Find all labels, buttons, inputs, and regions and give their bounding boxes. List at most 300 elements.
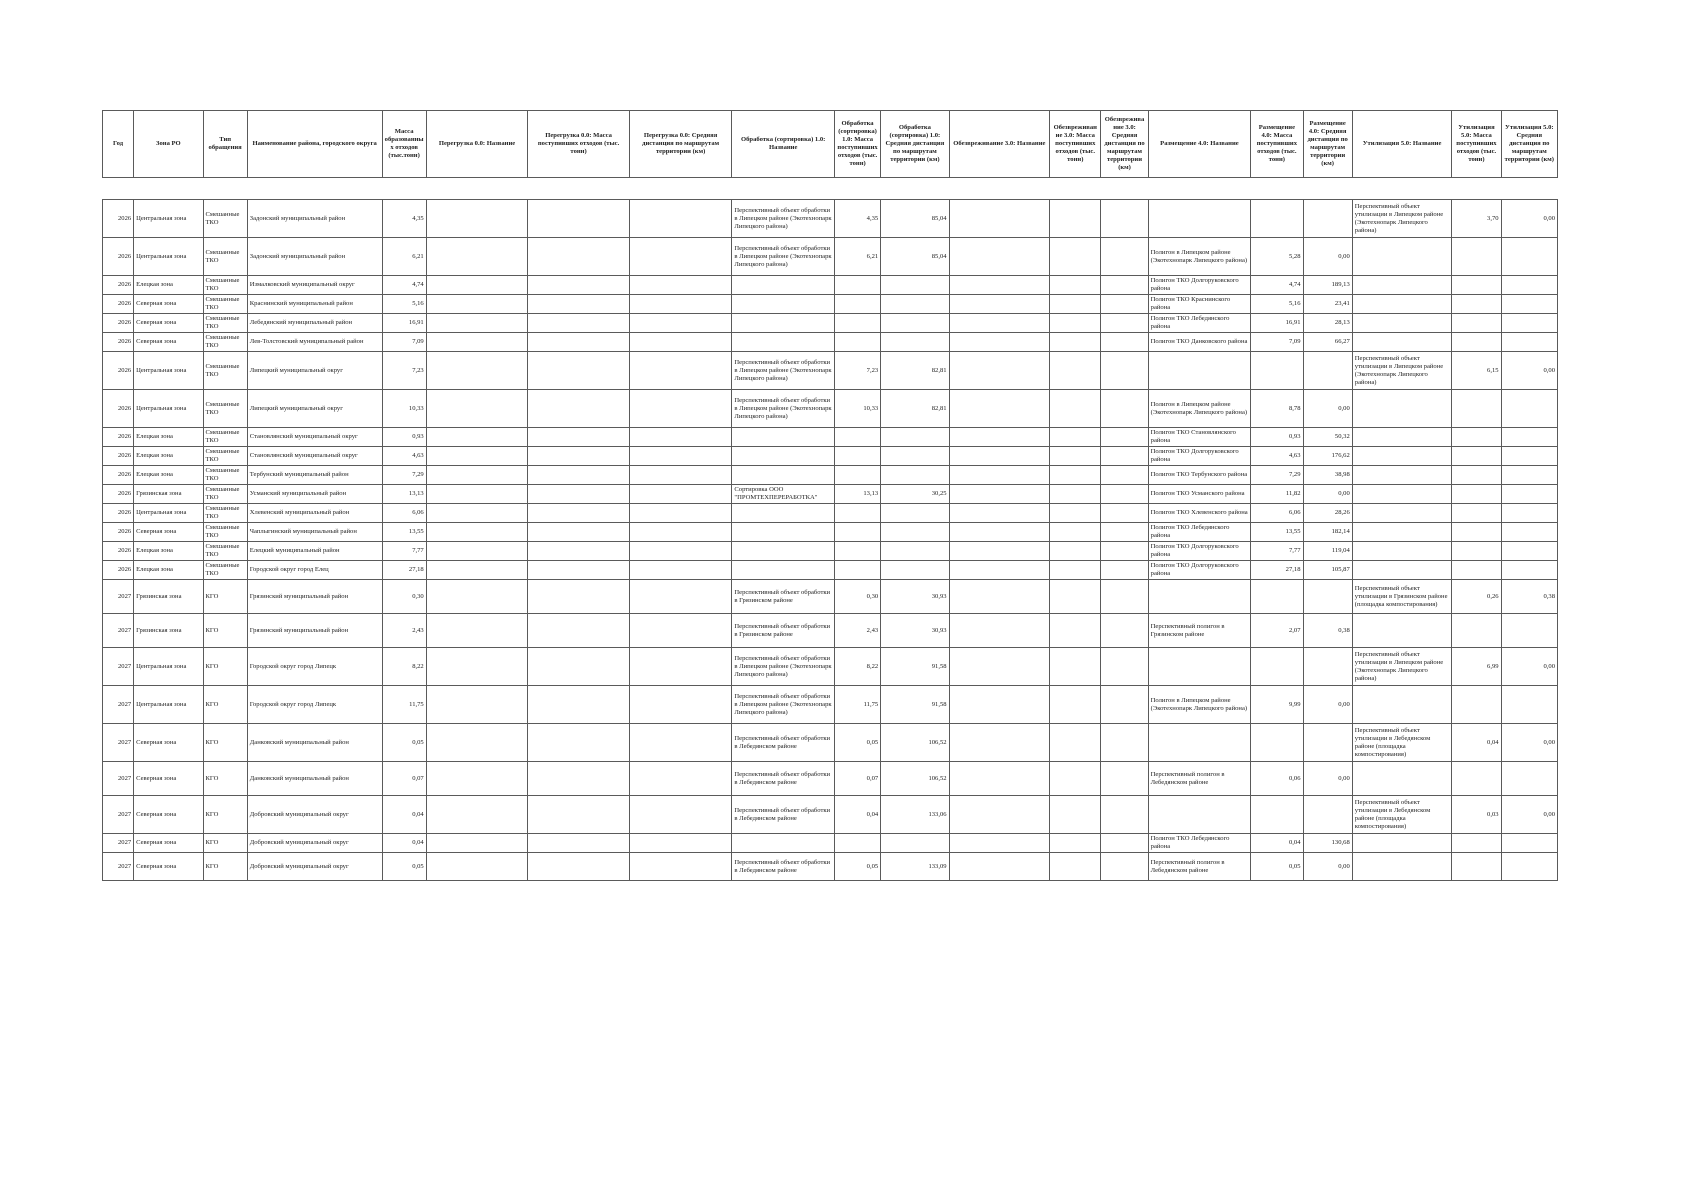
table-cell (1101, 390, 1148, 428)
table-cell: 2,07 (1251, 614, 1303, 648)
table-cell: 0,00 (1303, 390, 1352, 428)
column-header: Утилизация 5.0: Масса поступивших отходов (тыс. тонн) (1452, 111, 1501, 178)
table-cell: 0,38 (1303, 614, 1352, 648)
table-cell (1501, 238, 1557, 276)
table-cell (426, 276, 528, 295)
column-header: Перегрузка 0.0: Название (426, 111, 528, 178)
table-cell: 0,04 (382, 834, 426, 853)
table-cell (1352, 834, 1452, 853)
table-cell: 7,77 (1251, 542, 1303, 561)
table-cell: Перспективный объект утилизации в Грязинском районе (площадка компостирования) (1352, 580, 1452, 614)
table-cell: Перспективный объект утилизации в Липецком районе (Экотехнопарк Липецкого района) (1352, 648, 1452, 686)
table-cell (629, 466, 732, 485)
table-cell (881, 542, 949, 561)
table-cell (528, 295, 630, 314)
table-cell (1352, 447, 1452, 466)
table-cell: 0,93 (1251, 428, 1303, 447)
table-cell (528, 834, 630, 853)
table-cell: 13,55 (1251, 523, 1303, 542)
table-row (103, 580, 1558, 614)
table-cell (1101, 561, 1148, 580)
table-cell: Полигон ТКО Лебедянского района (1148, 523, 1251, 542)
table-cell (528, 428, 630, 447)
table-cell: Полигон ТКО Становлянского района (1148, 428, 1251, 447)
table-cell (1101, 200, 1148, 238)
table-cell: 28,26 (1303, 504, 1352, 523)
table-cell: Перспективный объект обработки в Липецком районе (Экотехнопарк Липецкого района) (732, 686, 835, 724)
table-cell: 3,70 (1452, 200, 1501, 238)
table-cell (1101, 580, 1148, 614)
table-cell (1352, 295, 1452, 314)
table-cell: 13,13 (834, 485, 880, 504)
table-cell: 0,05 (382, 853, 426, 881)
table-cell (528, 523, 630, 542)
table-cell: Перспективный объект обработки в Лебедянском районе (732, 762, 835, 796)
table-cell: Полигон ТКО Долгоруковского района (1148, 276, 1251, 295)
table-cell: 0,06 (1251, 762, 1303, 796)
table-cell (426, 428, 528, 447)
table-cell: 7,23 (382, 352, 426, 390)
table-cell (732, 504, 835, 523)
table-cell (1501, 853, 1557, 881)
table-cell: Хлевенский муниципальный район (247, 504, 382, 523)
table-cell (426, 523, 528, 542)
table-cell: Елецкая зона (134, 447, 203, 466)
table-cell (881, 314, 949, 333)
table-cell: Центральная зона (134, 390, 203, 428)
table-cell (1452, 542, 1501, 561)
table-cell: Добровский муниципальный округ (247, 853, 382, 881)
table-cell: 2026 (103, 523, 134, 542)
table-cell: Лев-Толстовский муниципальный район (247, 333, 382, 352)
table-row (103, 276, 1558, 295)
table-cell: Перспективный объект обработки в Грязинском районе (732, 580, 835, 614)
table-cell (1251, 796, 1303, 834)
table-cell: 0,04 (1452, 724, 1501, 762)
table-cell (629, 447, 732, 466)
table-cell: 189,13 (1303, 276, 1352, 295)
table-row (103, 614, 1558, 648)
table-cell (1501, 762, 1557, 796)
column-header: Утилизация 5.0: Название (1352, 111, 1452, 178)
table-row (103, 314, 1558, 333)
table-cell: 4,35 (382, 200, 426, 238)
table-cell (1050, 390, 1101, 428)
table-cell: 2026 (103, 504, 134, 523)
table-cell (949, 352, 1050, 390)
table-cell (528, 542, 630, 561)
table-cell: Добровский муниципальный округ (247, 796, 382, 834)
table-cell: Центральная зона (134, 238, 203, 276)
table-cell (1050, 447, 1101, 466)
column-header: Утилизация 5.0: Средняя дистанция по маршрутам территории (км) (1501, 111, 1557, 178)
table-cell: Елецкая зона (134, 466, 203, 485)
table-cell: Перспективный объект обработки в Лебедянском районе (732, 796, 835, 834)
table-cell: Смешанные ТКО (203, 447, 247, 466)
table-row (103, 542, 1558, 561)
table-cell: 30,93 (881, 580, 949, 614)
table-cell (426, 333, 528, 352)
table-cell: 2027 (103, 648, 134, 686)
column-header: Обработка (сортировка) 1.0: Масса поступивших отходов (тыс. тонн) (834, 111, 880, 178)
table-cell: 66,27 (1303, 333, 1352, 352)
table-cell: Грязинская зона (134, 580, 203, 614)
table-cell: 0,38 (1501, 580, 1557, 614)
table-cell: 50,32 (1303, 428, 1352, 447)
table-cell (629, 834, 732, 853)
table-cell (1101, 466, 1148, 485)
table-cell (1101, 447, 1148, 466)
table-cell: Перспективный объект обработки в Липецком районе (Экотехнопарк Липецкого района) (732, 352, 835, 390)
table-cell (1101, 238, 1148, 276)
table-cell (949, 504, 1050, 523)
table-cell: 6,06 (382, 504, 426, 523)
column-header: Наименование района, городского округа (247, 111, 382, 178)
table-cell (528, 504, 630, 523)
table-cell (732, 314, 835, 333)
table-cell (426, 485, 528, 504)
table-cell (629, 580, 732, 614)
table-cell: 2027 (103, 724, 134, 762)
table-cell (1148, 648, 1251, 686)
table-cell: Северная зона (134, 853, 203, 881)
table-cell: 5,16 (1251, 295, 1303, 314)
table-cell (1050, 523, 1101, 542)
table-cell (732, 523, 835, 542)
table-cell (1251, 724, 1303, 762)
table-cell (426, 686, 528, 724)
table-cell: 130,68 (1303, 834, 1352, 853)
table-cell (834, 523, 880, 542)
table-cell: Тербунский муниципальный район (247, 466, 382, 485)
table-cell: 0,04 (382, 796, 426, 834)
table-cell (1501, 686, 1557, 724)
table-cell (426, 724, 528, 762)
table-cell (1101, 796, 1148, 834)
table-cell (1452, 834, 1501, 853)
table-cell: 6,06 (1251, 504, 1303, 523)
table-cell: КГО (203, 762, 247, 796)
table-cell (1352, 614, 1452, 648)
table-cell (629, 523, 732, 542)
table-cell: 0,05 (834, 724, 880, 762)
table-cell (1251, 352, 1303, 390)
table-cell (881, 447, 949, 466)
table-cell: Перспективный объект утилизации в Лебедянском районе (площадка компостирования) (1352, 796, 1452, 834)
table-cell: Перспективный объект утилизации в Липецком районе (Экотехнопарк Липецкого района) (1352, 352, 1452, 390)
table-cell (732, 428, 835, 447)
table-cell (949, 314, 1050, 333)
table-cell (528, 485, 630, 504)
table-row (103, 762, 1558, 796)
table-cell (629, 762, 732, 796)
table-cell: 2026 (103, 485, 134, 504)
table-cell (426, 648, 528, 686)
table-cell (1452, 447, 1501, 466)
table-cell (1303, 724, 1352, 762)
table-cell (732, 834, 835, 853)
table-cell: 16,91 (1251, 314, 1303, 333)
table-cell: Северная зона (134, 834, 203, 853)
table-cell: 0,05 (1251, 853, 1303, 881)
table-cell: Северная зона (134, 762, 203, 796)
table-cell (426, 447, 528, 466)
table-cell: 2027 (103, 762, 134, 796)
table-cell: 7,09 (382, 333, 426, 352)
table-cell: КГО (203, 724, 247, 762)
table-cell (426, 853, 528, 881)
column-header: Обработка (сортировка) 1.0: Средняя дистанция по маршрутам территории (км) (881, 111, 949, 178)
table-cell (834, 504, 880, 523)
table-cell (1101, 762, 1148, 796)
table-cell (1101, 352, 1148, 390)
table-cell (1050, 580, 1101, 614)
table-row (103, 390, 1558, 428)
table-cell (1501, 466, 1557, 485)
table-cell: 30,93 (881, 614, 949, 648)
table-cell (1101, 614, 1148, 648)
table-cell (732, 561, 835, 580)
table-row (103, 485, 1558, 504)
table-row (103, 428, 1558, 447)
table-cell (426, 504, 528, 523)
table-cell (629, 485, 732, 504)
table-cell (1050, 504, 1101, 523)
table-cell (834, 428, 880, 447)
table-cell (1352, 314, 1452, 333)
table-cell: Центральная зона (134, 200, 203, 238)
table-cell (1452, 238, 1501, 276)
table-cell (949, 485, 1050, 504)
table-cell: Центральная зона (134, 648, 203, 686)
table-cell (1452, 561, 1501, 580)
table-cell (1352, 853, 1452, 881)
table-cell: 2026 (103, 561, 134, 580)
table-cell (629, 686, 732, 724)
table-cell: 2026 (103, 466, 134, 485)
table-cell: Смешанные ТКО (203, 295, 247, 314)
table-cell (1501, 542, 1557, 561)
table-cell: Полигон ТКО Краснинского района (1148, 295, 1251, 314)
table-cell: Полигон ТКО Долгоруковского района (1148, 561, 1251, 580)
table-cell: Полигон в Липецком районе (Экотехнопарк Липецкого района) (1148, 686, 1251, 724)
table-cell (426, 390, 528, 428)
table-cell: 0,00 (1303, 686, 1352, 724)
table-cell (426, 542, 528, 561)
table-cell (528, 333, 630, 352)
table-cell (1148, 200, 1251, 238)
table-cell: 0,00 (1501, 648, 1557, 686)
table-cell (1352, 762, 1452, 796)
table-cell: Северная зона (134, 724, 203, 762)
table-cell: Перспективный объект утилизации в Липецком районе (Экотехнопарк Липецкого района) (1352, 200, 1452, 238)
table-cell (1101, 523, 1148, 542)
table-cell (1452, 504, 1501, 523)
table-cell (1303, 200, 1352, 238)
table-cell: Полигон ТКО Долгоруковского района (1148, 542, 1251, 561)
table-cell: 7,23 (834, 352, 880, 390)
table-cell (629, 238, 732, 276)
table-cell (1101, 485, 1148, 504)
table-cell (834, 834, 880, 853)
table-cell: Полигон ТКО Хлевенского района (1148, 504, 1251, 523)
table-cell (834, 466, 880, 485)
table-cell: Задонский муниципальный район (247, 238, 382, 276)
table-cell: 2026 (103, 352, 134, 390)
table-cell: Перспективный полигон в Грязинском районе (1148, 614, 1251, 648)
table-cell: Добровский муниципальный округ (247, 834, 382, 853)
table-cell (1050, 561, 1101, 580)
table-cell: Смешанные ТКО (203, 504, 247, 523)
table-cell: Лебедянский муниципальный район (247, 314, 382, 333)
table-cell (1352, 238, 1452, 276)
table-cell: Полигон ТКО Лебедянского района (1148, 314, 1251, 333)
table-cell (426, 580, 528, 614)
table-cell: 106,52 (881, 762, 949, 796)
table-cell: 27,18 (1251, 561, 1303, 580)
table-cell: Становлянский муниципальный округ (247, 447, 382, 466)
table-cell: Смешанные ТКО (203, 485, 247, 504)
table-cell (426, 762, 528, 796)
table-cell: 0,93 (382, 428, 426, 447)
table-cell (1303, 352, 1352, 390)
table-cell (1050, 542, 1101, 561)
table-cell: 2027 (103, 614, 134, 648)
table-cell (1101, 428, 1148, 447)
table-cell (1501, 428, 1557, 447)
table-cell: Перспективный объект обработки в Липецком районе (Экотехнопарк Липецкого района) (732, 200, 835, 238)
table-cell (949, 295, 1050, 314)
table-cell (426, 614, 528, 648)
table-cell (1101, 648, 1148, 686)
table-cell (629, 796, 732, 834)
table-cell (1050, 200, 1101, 238)
table-cell: Смешанные ТКО (203, 523, 247, 542)
table-cell: Северная зона (134, 295, 203, 314)
table-cell (1148, 580, 1251, 614)
table-cell (949, 390, 1050, 428)
table-cell: Полигон в Липецком районе (Экотехнопарк Липецкого района) (1148, 238, 1251, 276)
table-cell (1501, 333, 1557, 352)
table-cell: 0,30 (834, 580, 880, 614)
column-header: Размещение 4.0: Название (1148, 111, 1251, 178)
column-header: Масса образованных отходов (тыс.тонн) (382, 111, 426, 178)
table-cell: 2,43 (382, 614, 426, 648)
table-cell: 6,15 (1452, 352, 1501, 390)
table-cell (1303, 796, 1352, 834)
table-cell (1050, 352, 1101, 390)
table-cell (1501, 614, 1557, 648)
table-cell: 9,99 (1251, 686, 1303, 724)
table-cell (528, 238, 630, 276)
table-cell: 13,55 (382, 523, 426, 542)
table-cell (1050, 333, 1101, 352)
table-cell: Полигон ТКО Тербунского района (1148, 466, 1251, 485)
table-row (103, 200, 1558, 238)
table-cell: Усманский муниципальный район (247, 485, 382, 504)
table-cell (528, 561, 630, 580)
table-cell (1050, 428, 1101, 447)
table-cell (949, 333, 1050, 352)
table-cell: 6,21 (834, 238, 880, 276)
table-cell (1452, 390, 1501, 428)
table-cell: Смешанные ТКО (203, 390, 247, 428)
table-row (103, 504, 1558, 523)
table-cell: 0,04 (834, 796, 880, 834)
table-cell: Сортировка ООО "ПРОМТЕХПЕРЕРАБОТКА" (732, 485, 835, 504)
table-cell (1251, 580, 1303, 614)
column-header: Перегрузка 0.0: Масса поступивших отходов (тыс. тонн) (528, 111, 630, 178)
table-row (103, 447, 1558, 466)
table-cell: Смешанные ТКО (203, 542, 247, 561)
table-cell (426, 834, 528, 853)
table-cell (528, 200, 630, 238)
table-cell (1501, 561, 1557, 580)
table-cell: 5,16 (382, 295, 426, 314)
table-cell: КГО (203, 580, 247, 614)
table-cell: Смешанные ТКО (203, 561, 247, 580)
table-cell (1050, 853, 1101, 881)
table-cell: Полигон ТКО Усманского района (1148, 485, 1251, 504)
table-row (103, 466, 1558, 485)
table-cell: 2027 (103, 580, 134, 614)
table-cell (629, 504, 732, 523)
table-cell (528, 314, 630, 333)
table-cell (1303, 580, 1352, 614)
table-cell (1101, 542, 1148, 561)
table-cell (1050, 276, 1101, 295)
table-cell (1501, 295, 1557, 314)
table-cell (1303, 648, 1352, 686)
table-cell (528, 390, 630, 428)
table-cell (1452, 333, 1501, 352)
table-cell (1452, 428, 1501, 447)
table-cell: 0,07 (834, 762, 880, 796)
table-cell (1050, 834, 1101, 853)
table-cell (1050, 238, 1101, 276)
table-cell (1101, 504, 1148, 523)
table-cell (881, 276, 949, 295)
table-cell (1101, 853, 1148, 881)
table-cell: Чаплыгинский муниципальный район (247, 523, 382, 542)
table-cell (426, 238, 528, 276)
table-cell (732, 447, 835, 466)
table-cell: 2026 (103, 542, 134, 561)
table-cell: 82,81 (881, 390, 949, 428)
table-cell: Перспективный объект обработки в Лебедянском районе (732, 724, 835, 762)
table-cell (732, 333, 835, 352)
table-cell (1251, 648, 1303, 686)
table-cell (426, 314, 528, 333)
table-cell: 0,00 (1303, 238, 1352, 276)
table-cell: 0,26 (1452, 580, 1501, 614)
table-row (103, 561, 1558, 580)
table-cell (426, 561, 528, 580)
data-table (102, 199, 1558, 881)
table-cell (528, 447, 630, 466)
table-cell: 2026 (103, 238, 134, 276)
table-cell (1452, 295, 1501, 314)
table-cell: 13,13 (382, 485, 426, 504)
table-cell (1101, 276, 1148, 295)
table-cell: 0,03 (1452, 796, 1501, 834)
table-cell: 11,75 (834, 686, 880, 724)
table-cell (881, 834, 949, 853)
table-cell (629, 352, 732, 390)
table-cell (732, 466, 835, 485)
table-cell: Смешанные ТКО (203, 200, 247, 238)
table-cell: 0,00 (1501, 796, 1557, 834)
